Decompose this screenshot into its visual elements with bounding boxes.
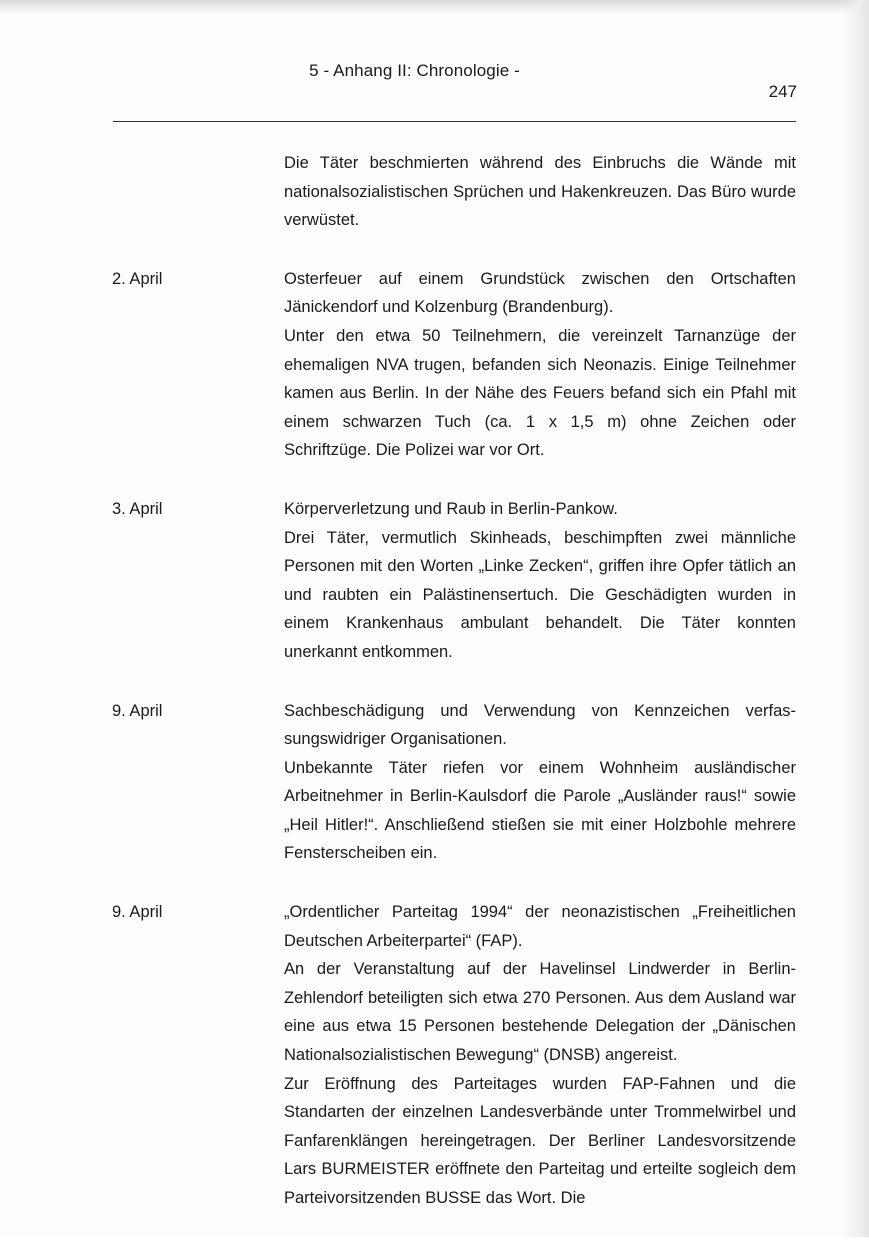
- chronology-entry: [0, 265, 869, 465]
- chronology-entry: [0, 495, 869, 667]
- entry-body: [284, 495, 796, 667]
- entry-paragraph: Die Täter beschmierten während des Einbruchs die Wände mit nationalsozialistischen Sprüchen und Hakenkreuzen. Das Büro wurde verwüstet.: [284, 154, 796, 230]
- entry-body: [284, 265, 796, 465]
- entry-date: 9. April: [112, 701, 163, 720]
- running-header-title: 5 - Anhang II: Chronologie -: [309, 61, 520, 80]
- continuation-entry: [0, 149, 869, 235]
- entry-paragraph: Osterfeuer auf einem Grundstück zwischen den Ortschaften Jänickendorf und Kolzenburg (Brandenburg).: [284, 269, 796, 317]
- entry-paragraph: Sachbeschädigung und Verwendung von Kennzeichen verfassungswidriger Organisationen.: [284, 701, 796, 749]
- entry-paragraph: Drei Täter, vermutlich Skinheads, beschimpften zwei männliche Personen mit den Worten „Linke Zecken“, griffen ihre Opfer tätlich an und raubten ein Palästinensertuch. Die Geschädigten wurden in einem Krankenhaus ambulant behandelt. Die Täter konnten unerkannt entkommen.: [284, 528, 796, 661]
- entry-paragraph: Zur Eröffnung des Parteitages wurden FAP-Fahnen und die Standarten der einzelnen Landesverbände unter Trommelwirbel und Fanfarenklängen hereingetragen. Der Berliner Landesvorsitzende Lars BURMEISTER eröffnete den Parteitag und erteilte sogleich dem Parteivorsitzenden BUSSE das Wort. Die: [284, 1074, 796, 1207]
- entry-date: 9. April: [112, 903, 163, 922]
- entry-body: [284, 898, 796, 1213]
- entry-body: [284, 149, 796, 235]
- header-rule: [113, 121, 796, 122]
- entry-date: 3. April: [112, 499, 163, 518]
- chronology-entry: [0, 697, 869, 869]
- entry-paragraph: Körperverletzung und Raub in Berlin-Pankow.: [284, 499, 618, 518]
- entry-paragraph: Unter den etwa 50 Teilnehmern, die vereinzelt Tarnanzüge der ehemaligen NVA trugen, befanden sich Neonazis. Einige Teilnehmer kamen aus Berlin. In der Nähe des Feuers befand sich ein Pfahl mit einem schwarzen Tuch (ca. 1 x 1,5 m) ohne Zeichen oder Schriftzüge. Die Polizei war vor Ort.: [284, 326, 796, 460]
- scan-top-edge: [0, 0, 869, 14]
- entry-paragraph: „Ordentlicher Parteitag 1994“ der neonazistischen „Freiheitlichen Deutschen Arbeiterpartei“ (FAP).: [284, 903, 796, 950]
- entry-body: [284, 697, 796, 869]
- chronology-entry: [0, 898, 869, 1213]
- entry-paragraph: Unbekannte Täter riefen vor einem Wohnheim ausländischer Arbeitnehmer in Berlin-Kaulsdorf die Parole „Ausländer raus!“ sowie „Heil Hitler!“. Anschließend stießen sie mit einer Holzbohle mehrere Fensterscheiben ein.: [284, 758, 796, 863]
- entry-date: 2. April: [112, 269, 163, 288]
- page-number: 247: [768, 82, 797, 101]
- chronology-content: [0, 149, 869, 1243]
- entry-paragraph: An der Veranstaltung auf der Havelinsel Lindwerder in Berlin-Zehlendorf beteiligten sich etwa 270 Personen. Aus dem Ausland war eine aus etwa 15 Personen bestehende Delegation der „Dänischen Nationalsozialistischen Bewegung“ (DNSB) angereist.: [284, 960, 796, 1065]
